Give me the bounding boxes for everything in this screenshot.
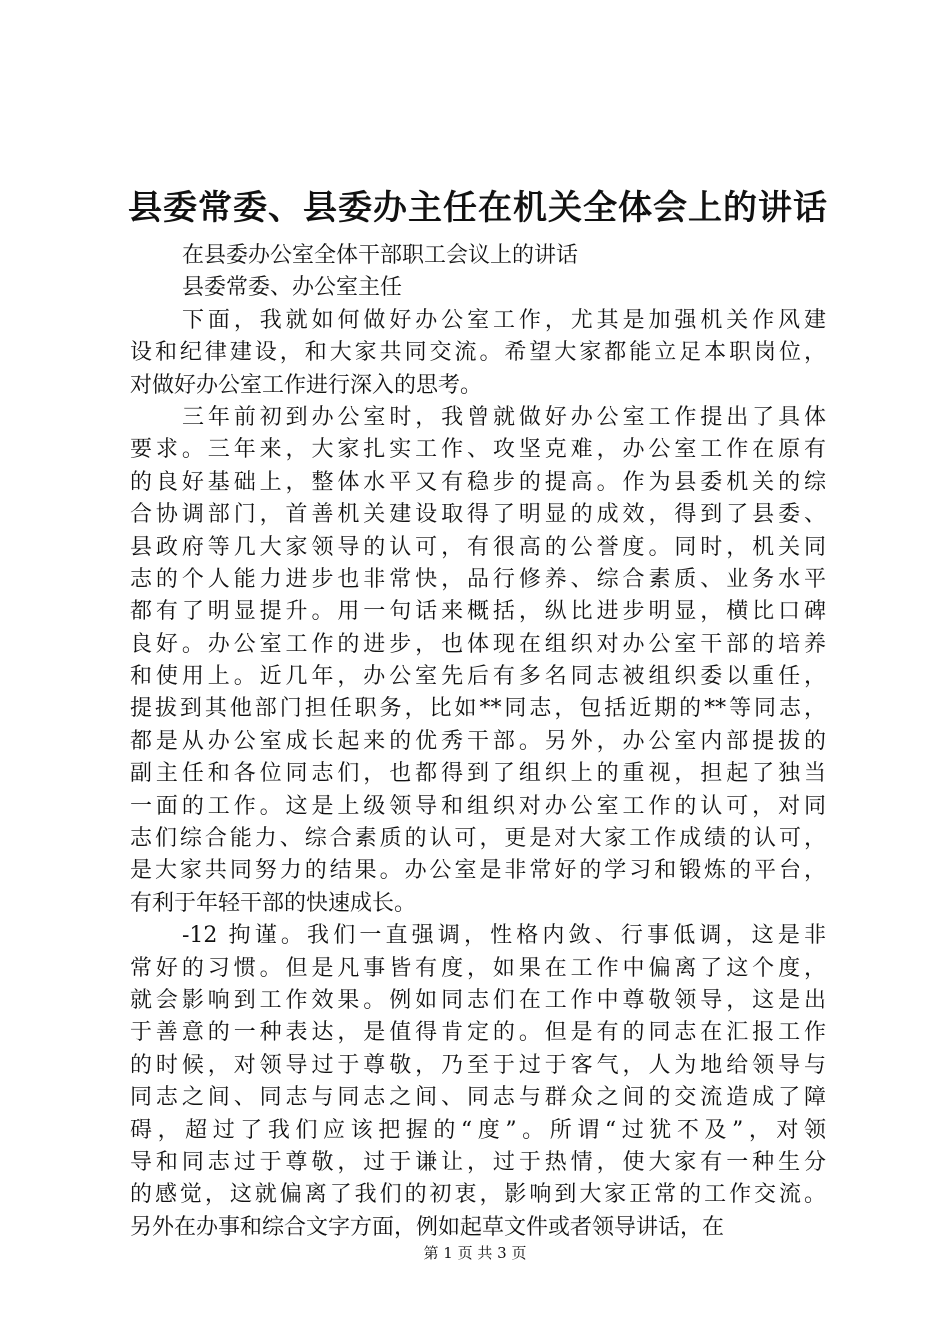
paragraph-line: 志的个人能力进步也非常快，品行修养、综合素质、业务水平	[130, 566, 826, 592]
paragraph-line: 设和纪律建设，和大家共同交流。希望大家都能立足本职岗位，	[130, 340, 826, 366]
paragraph-line: 对做好办公室工作进行深入的思考。	[130, 372, 483, 398]
paragraph-line: 要求。三年来，大家扎实工作、攻坚克难，办公室工作在原有	[130, 437, 826, 463]
paragraph-line: 都是从办公室成长起来的优秀干部。另外，办公室内部提拔的	[130, 728, 826, 754]
paragraph-line: 都有了明显提升。用一句话来概括，纵比进步明显，横比口碑	[130, 599, 826, 625]
paragraph-line: 的感觉，这就偏离了我们的初衷，影响到大家正常的工作交流。	[130, 1182, 826, 1208]
paragraph-line: 常好的习惯。但是凡事皆有度，如果在工作中偏离了这个度，	[130, 955, 826, 981]
document-title: 县委常委、县委办主任在机关全体会上的讲话	[128, 188, 828, 228]
document-body	[130, 240, 826, 1244]
paragraph-line: 志们综合能力、综合素质的认可，更是对大家工作成绩的认可，	[130, 826, 826, 852]
document-speaker: 县委常委、办公室主任	[182, 275, 403, 301]
paragraph-line: -12 拘谨。我们一直强调，性格内敛、行事低调，这是非	[182, 923, 826, 949]
document-subtitle: 在县委办公室全体干部职工会议上的讲话	[182, 243, 579, 268]
paragraph-line: 和使用上。近几年，办公室先后有多名同志被组织委以重任，	[130, 664, 826, 690]
paragraph-line: 合协调部门，首善机关建设取得了明显的成效，得到了县委、	[130, 502, 826, 528]
paragraph-line: 碍，超过了我们应该把握的“度”。所谓“过犹不及”，对领	[130, 1117, 826, 1143]
paragraph-line: 下面，我就如何做好办公室工作，尤其是加强机关作风建	[182, 307, 826, 333]
paragraph	[130, 920, 826, 1244]
paragraph-line: 导和同志过于尊敬，过于谦让，过于热情，使大家有一种生分	[130, 1149, 826, 1175]
paragraph	[130, 305, 826, 402]
paragraph-line: 县政府等几大家领导的认可，有很高的公誉度。同时，机关同	[130, 534, 826, 560]
paragraph-line: 提拔到其他部门担任职务，比如**同志，包括近期的**等同志，	[130, 696, 826, 722]
paragraph-line: 就会影响到工作效果。例如同志们在工作中尊敬领导，这是出	[130, 987, 826, 1013]
paragraph	[130, 402, 826, 920]
paragraph-line: 副主任和各位同志们，也都得到了组织上的重视，担起了独当	[130, 761, 826, 787]
paragraph-line: 是大家共同努力的结果。办公室是非常好的学习和锻炼的平台，	[130, 858, 826, 884]
paragraph-line: 一面的工作。这是上级领导和组织对办公室工作的认可，对同	[130, 793, 826, 819]
page-footer	[0, 1243, 950, 1263]
paragraph-line: 有利于年轻干部的快速成长。	[130, 890, 417, 916]
paragraph-line: 同志之间、同志与同志之间、同志与群众之间的交流造成了障	[130, 1085, 826, 1111]
paragraph-line: 另外在办事和综合文字方面，例如起草文件或者领导讲话，在	[130, 1214, 725, 1240]
paragraph-line: 于善意的一种表达，是值得肯定的。但是有的同志在汇报工作	[130, 1020, 826, 1046]
paragraph-line: 三年前初到办公室时，我曾就做好办公室工作提出了具体	[182, 404, 826, 430]
paragraph-line: 的良好基础上，整体水平又有稳步的提高。作为县委机关的综	[130, 469, 826, 495]
page-number-label: 第 1 页 共 3 页	[423, 1244, 527, 1262]
paragraph-line: 的时候，对领导过于尊敬，乃至于过于客气，人为地给领导与	[130, 1052, 826, 1078]
paragraph-line: 良好。办公室工作的进步，也体现在组织对办公室干部的培养	[130, 631, 826, 657]
